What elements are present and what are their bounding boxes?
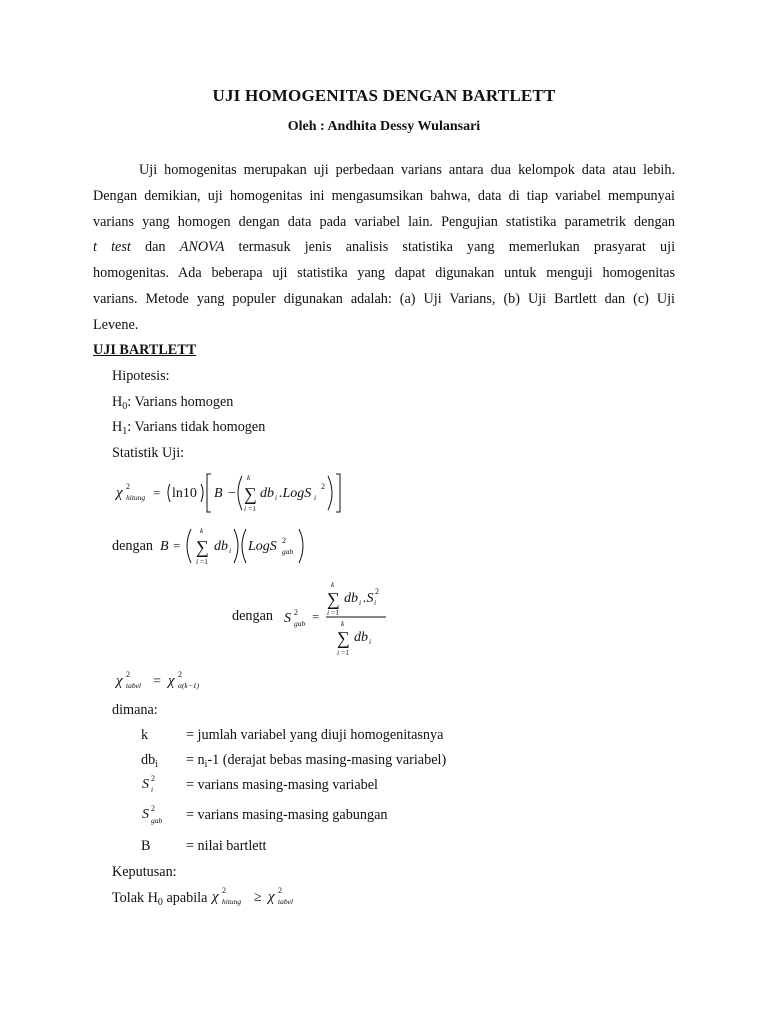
svg-text:=1: =1 [200, 557, 208, 566]
def-key-k: k [141, 727, 149, 743]
svg-text:i: i [359, 598, 362, 607]
svg-text:db: db [214, 539, 228, 554]
intro-paragraph [93, 158, 675, 339]
svg-text:i: i [244, 504, 247, 513]
svg-text:α(k−1): α(k−1) [178, 681, 200, 690]
svg-text:k: k [200, 526, 204, 535]
svg-text:tabel: tabel [126, 681, 141, 690]
intro-line-1: Uji homogenitas merupakan uji perbedaan varians antara dua kelompok data atau lebih. [139, 162, 675, 178]
def-val-db: = $n_i-1$ (derajat bebas masing-masing variabel) [186, 752, 447, 770]
svg-text:hitung: hitung [222, 897, 242, 906]
svg-text:S: S [284, 611, 291, 626]
svg-text:2: 2 [282, 536, 286, 545]
svg-text:2: 2 [222, 886, 226, 895]
formula-s-gab [282, 578, 402, 658]
svg-text:hitung: hitung [126, 493, 146, 502]
def-key-b: B [141, 838, 151, 854]
svg-text:∑: ∑ [196, 537, 209, 557]
svg-text:=: = [153, 485, 161, 500]
hypothesis-h1: $H_1$: Varians tidak homogen [112, 419, 266, 437]
svg-text:.LogS: .LogS [279, 486, 312, 501]
anova-term: ANOVA [179, 239, 225, 256]
svg-text:∑: ∑ [327, 589, 340, 609]
svg-text:db: db [260, 486, 274, 501]
intro-line-7: Levene. [93, 316, 139, 333]
svg-text:i: i [369, 637, 372, 646]
document-author: Oleh : Andhita Dessy Wulansari [287, 119, 481, 134]
svg-text:k: k [341, 619, 345, 628]
svg-text:i: i [196, 557, 199, 566]
svg-text:ln10: ln10 [172, 486, 197, 501]
svg-text:i: i [374, 598, 377, 607]
formula-b [158, 524, 318, 568]
svg-text:≥: ≥ [254, 890, 262, 905]
svg-text:2: 2 [321, 482, 325, 491]
hipotesis-label: Hipotesis: [112, 368, 170, 384]
def-val-k: = jumlah variabel yang diuji homogenitasnya [186, 727, 444, 743]
svg-text:2: 2 [278, 886, 282, 895]
svg-text:B: B [160, 539, 169, 554]
svg-text:S: S [142, 807, 149, 822]
intro-line-5: homogenitas. Ada beberapa uji statistika yang dapat digunakan untuk menguji homogenitas [93, 265, 675, 282]
svg-text:=: = [173, 538, 181, 553]
svg-text:gab: gab [151, 816, 163, 825]
svg-text:i: i [229, 546, 232, 555]
svg-text:2: 2 [151, 804, 155, 813]
statistik-label: Statistik Uji: [112, 445, 185, 461]
svg-text:2: 2 [126, 482, 130, 491]
intro-line-3: varians yang homogen dengan data pada variabel lain. Pengujian statistika parametrik dengan [93, 213, 675, 230]
svg-text:B: B [214, 486, 223, 501]
svg-text:χ: χ [168, 673, 175, 689]
svg-text:2: 2 [178, 670, 182, 679]
svg-text:i: i [337, 648, 340, 657]
svg-text:2: 2 [294, 608, 298, 617]
svg-text:=1: =1 [331, 608, 339, 617]
svg-text:i: i [327, 608, 330, 617]
def-key-si2 [140, 772, 170, 798]
svg-text:db: db [344, 591, 358, 606]
decision-rule: Tolak $H_0$ apabila [112, 890, 208, 908]
dengan-label-2: dengan [232, 608, 273, 624]
svg-text:χ: χ [116, 673, 123, 689]
hypothesis-h0: $H_0$: Varians homogen [112, 394, 234, 412]
svg-text:2: 2 [151, 774, 155, 783]
svg-text:db: db [354, 630, 368, 645]
formula-chi-tabel [110, 668, 220, 694]
svg-text:χ: χ [268, 889, 275, 905]
formula-chi-hitung [110, 470, 360, 515]
svg-text:2: 2 [126, 670, 130, 679]
t-test-term: t test [93, 239, 131, 256]
svg-text:S: S [142, 777, 149, 792]
svg-text:=: = [312, 609, 320, 624]
svg-text:gab: gab [294, 619, 306, 628]
intro-line-4-rest: termasuk jenis analisis statistika yang memerlukan prasyarat uji [238, 239, 676, 256]
svg-text:χ: χ [212, 889, 219, 905]
def-key-sgab2 [140, 802, 180, 828]
svg-text:=: = [153, 674, 161, 689]
dimana-label: dimana: [112, 702, 158, 718]
def-val-sgab2: = varians masing-masing gabungan [186, 807, 388, 823]
intro-line-2: Dengan demikian, uji homogenitas ini mengasumsikan bahwa, data di tiap variabel mempunyai [93, 187, 675, 204]
svg-text:LogS: LogS [248, 539, 277, 554]
intro-line-6: varians. Metode yang populer digunakan adalah: (a) Uji Varians, (b) Uji Bartlett dan (c) Uji [93, 290, 675, 307]
section-heading: UJI BARTLETT [93, 342, 197, 358]
svg-text:∑: ∑ [337, 628, 350, 648]
svg-text:tabel: tabel [278, 897, 293, 906]
intro-line-4 [93, 235, 675, 261]
svg-text:−: − [228, 486, 236, 501]
svg-text:i: i [314, 493, 317, 502]
def-key-db: $db_i$ [141, 752, 158, 770]
def-val-si2: = varians masing-masing variabel [186, 777, 378, 793]
svg-text:k: k [247, 473, 251, 482]
intro-dan: dan [145, 239, 166, 256]
svg-text:χ: χ [116, 485, 123, 501]
svg-text:=1: =1 [341, 648, 349, 657]
keputusan-label: Keputusan: [112, 864, 177, 880]
svg-text:2: 2 [375, 587, 379, 596]
svg-text:.S: .S [363, 591, 374, 606]
svg-text:=1: =1 [248, 504, 256, 513]
document-title: UJI HOMOGENITAS DENGAN BARTLETT [212, 86, 556, 105]
svg-text:gab: gab [282, 547, 294, 556]
def-val-b: = nilai bartlett [186, 838, 267, 854]
dengan-label-1: dengan [112, 538, 153, 554]
formula-decision [210, 884, 310, 910]
svg-text:i: i [151, 785, 154, 794]
svg-text:i: i [275, 493, 278, 502]
svg-text:k: k [331, 580, 335, 589]
svg-text:∑: ∑ [244, 484, 257, 504]
